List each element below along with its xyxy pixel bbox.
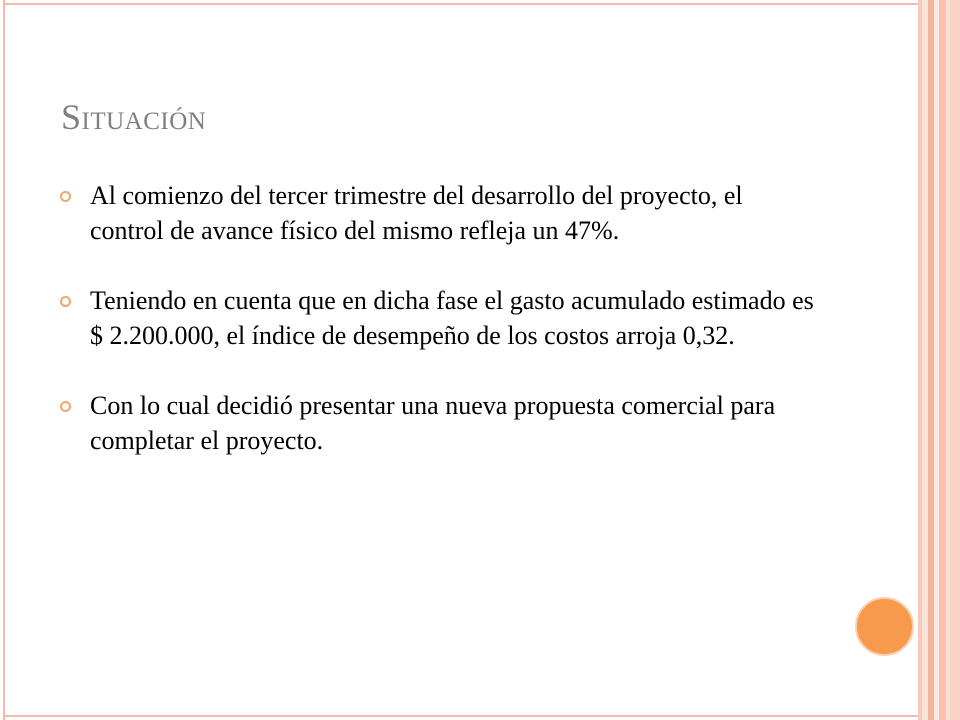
bullet-list: [60, 178, 820, 458]
bullet-icon: [60, 296, 71, 307]
decorative-stripe: [950, 0, 960, 720]
frame-left-line: [3, 0, 5, 720]
decorative-circle-icon: [855, 597, 914, 656]
decorative-stripe: [939, 0, 946, 720]
bullet-icon: [60, 191, 71, 202]
bullet-text: Teniendo en cuenta que en dicha fase el gasto acumulado estimado es $ 2.200.000, el índice de desempeño de los costos arroja 0,32.: [90, 286, 814, 350]
bullet-icon: [60, 401, 71, 412]
slide-title: Situación: [61, 97, 207, 137]
bullet-item: [60, 178, 820, 248]
bullet-text: Al comienzo del tercer trimestre del desarrollo del proyecto, el control de avance físico del mismo refleja un 47%.: [90, 181, 743, 245]
bullet-item: [60, 283, 820, 353]
frame-bottom-line: [3, 715, 918, 717]
bullet-text: Con lo cual decidió presentar una nueva propuesta comercial para completar el proyecto.: [90, 391, 776, 455]
bullet-item: [60, 388, 820, 458]
frame-top-line: [3, 3, 918, 5]
